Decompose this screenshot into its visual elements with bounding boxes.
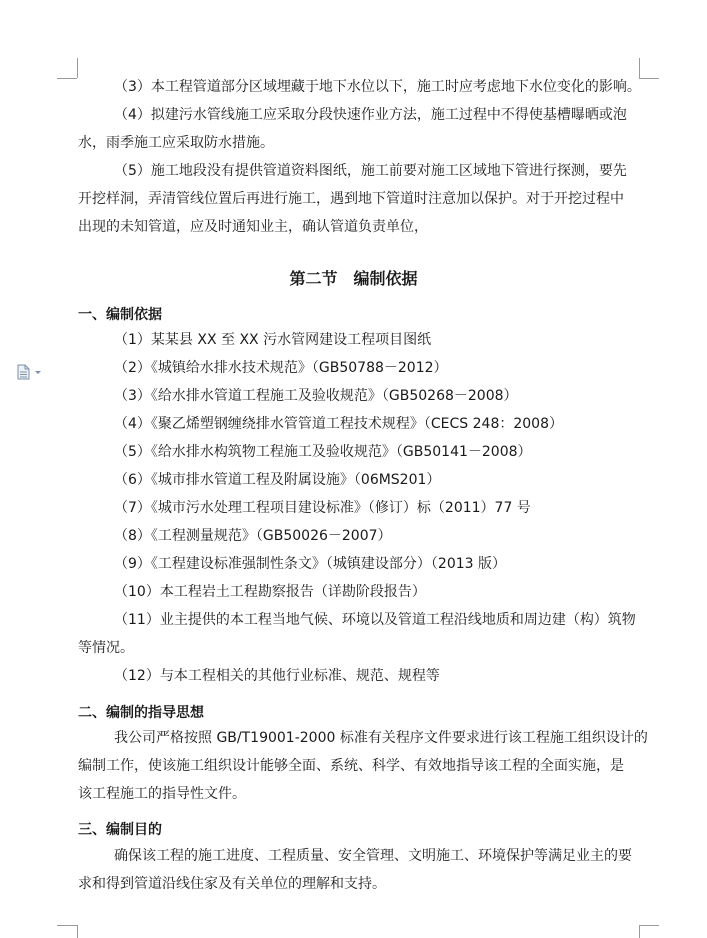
basis-item: （4）《聚乙烯塑钢缠绕排水管管道工程技术规程》（CECS 248：2008） [114, 416, 563, 432]
basis-item: （3）《给水排水管道工程施工及验收规范》（GB50268－2008） [114, 388, 518, 404]
crop-mark-top-right [639, 78, 659, 79]
paragraph-4-line: （4）拟建污水管线施工应采取分段快速作业方法，施工过程中不得使基槽曝晒或泡 [114, 107, 627, 123]
crop-mark-bottom-left [77, 925, 78, 938]
paragraph-5-line: （5）施工地段没有提供管道资料图纸，施工前要对施工区域地下管进行探测，要先 [114, 163, 627, 179]
crop-mark-bottom-right [639, 925, 640, 938]
basis-item: （1）某某县 XX 至 XX 污水管网建设工程项目图纸 [114, 332, 432, 348]
guidance-line: 我公司严格按照 GB/T19001-2000 标准有关程序文件要求进行该工程施工组织设计的 [114, 730, 648, 746]
basis-item: （5）《给水排水构筑物工程施工及验收规范》（GB50141－2008） [114, 444, 532, 460]
basis-item: （9）《工程建设标准强制性条文》（城镇建设部分）（2013 版） [114, 556, 506, 572]
section-title: 第二节 编制依据 [289, 269, 418, 288]
heading-basis: 一、编制依据 [78, 307, 162, 323]
basis-item: （7）《城市污水处理工程项目建设标准》（修订）标（2011）77 号 [114, 500, 531, 516]
guidance-line: 编制工作，使该施工组织设计能够全面、系统、科学、有效地指导该工程的全面实施，是 [78, 758, 624, 774]
heading-guidance: 二、编制的指导思想 [78, 705, 204, 721]
paragraph-5-line: 开挖样洞，弄清管线位置后再进行施工，遇到地下管道时注意加以保护。对于开挖过程中 [78, 191, 624, 207]
basis-item: （8）《工程测量规范》（GB50026－2007） [114, 528, 392, 544]
paragraph-5-line: 出现的未知管道，应及时通知业主，确认管道负责单位， [78, 219, 428, 235]
crop-mark-top-left [57, 78, 77, 79]
basis-item-11-line: 等情况。 [78, 640, 134, 656]
paragraph-4-line: 水，雨季施工应采取防水措施。 [78, 135, 274, 151]
purpose-line: 求和得到管道沿线住家及有关单位的理解和支持。 [78, 876, 386, 892]
crop-mark-bottom-left [57, 925, 77, 926]
basis-item: （10）本工程岩土工程勘察报告（详勘阶段报告） [114, 584, 426, 600]
guidance-line: 该工程施工的指导性文件。 [78, 786, 246, 802]
purpose-line: 确保该工程的施工进度、工程质量、安全管理、文明施工、环境保护等满足业主的要 [114, 848, 632, 864]
heading-purpose: 三、编制目的 [78, 822, 162, 838]
paragraph-3: （3）本工程管道部分区域埋藏于地下水位以下，施工时应考虑地下水位变化的影响。 [114, 79, 641, 95]
basis-item-12: （12）与本工程相关的其他行业标准、规范、规程等 [114, 668, 440, 684]
basis-item: （2）《城镇给水排水技术规范》（GB50788－2012） [114, 360, 448, 376]
basis-item: （6）《城市排水管道工程及附属设施》（06MS201） [114, 472, 441, 488]
crop-mark-top-right [639, 58, 640, 78]
basis-item-11-line: （11）业主提供的本工程当地气候、环境以及管道工程沿线地质和周边建（构）筑物 [114, 612, 636, 628]
document-icon[interactable] [16, 364, 46, 380]
crop-mark-bottom-right [639, 925, 659, 926]
crop-mark-top-left [77, 58, 78, 78]
